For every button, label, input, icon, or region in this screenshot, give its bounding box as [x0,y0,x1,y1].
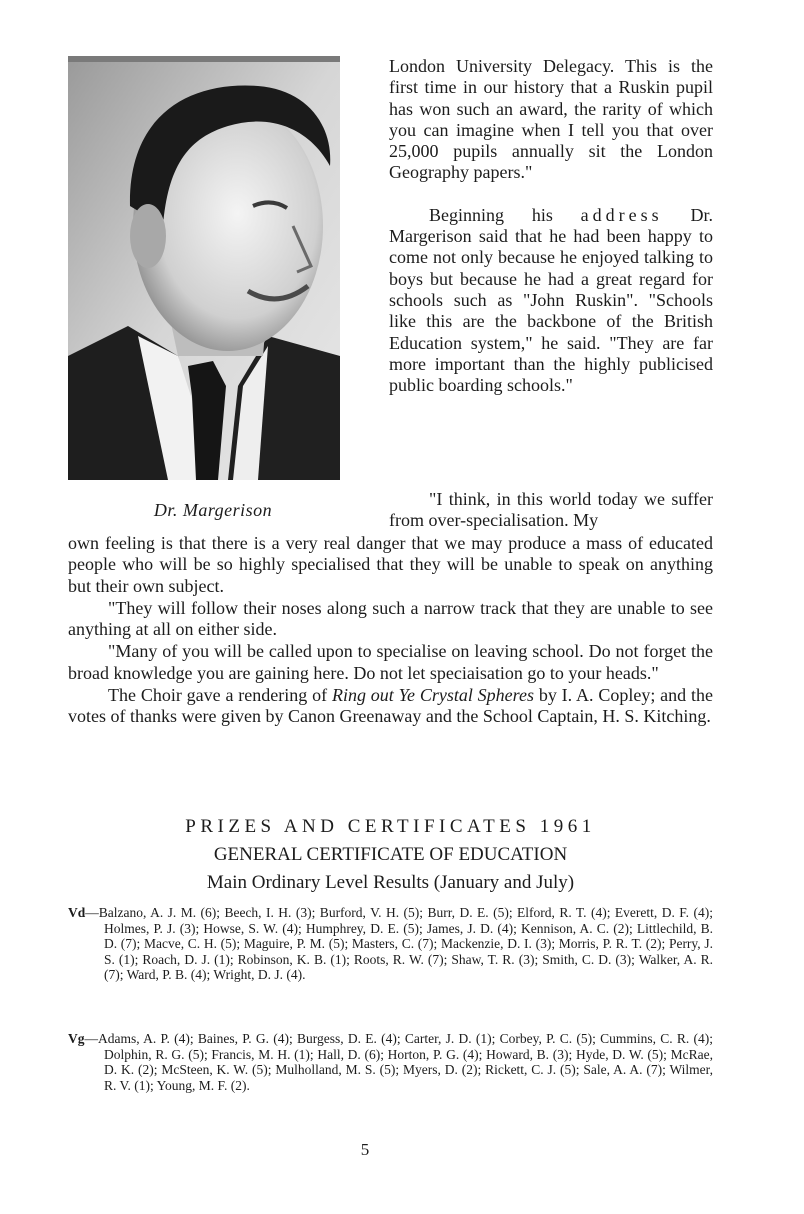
paragraph-specialise: "Many of you will be called upon to specialise on leaving school. Do not forget the broad knowledge you are gaining here. Do not let speciaisation go to your heads." [68,641,713,683]
results-list-vd [68,905,713,983]
paragraph-beginning: Beginning his address Dr. Margerison said that he had been happy to come not only because he enjoyed talking to boys but because he had a great regard for schools such as "John Ruskin". "Schools like this are the backbone of the British Education system," he said. "They are far more important than the highly publicised public boarding schools." [389,204,713,396]
portrait-image [68,56,340,480]
portrait-photo [68,56,340,480]
list-item: Vg—Adams, A. P. (4); Baines, P. G. (4); Burgess, D. E. (4); Carter, J. D. (1); Corbey, P. C. (5); Cummins, C. R. (4); Dolphin, R. G. (5); Francis, M. H. (1); Hall, D. (6); Horton, P. G. (4); Howard, B. (3); Hyde, D. W. (5); McRae, D. K. (2); McSteen, K. W. (5); Mulholland, M. S. (5); Myers, D. (2); Rickett, C. J. (5); Sale, A. A. (7); Wilmer, R. V. (1); Young, M. F. (2). [68,1031,713,1093]
prizes-heading: PRIZES AND CERTIFICATES 1961 [185,816,596,837]
paragraph-noses: "They will follow their noses along such a narrow track that they are unable to see anything at all on either side. [68,597,713,640]
paragraph-delegacy: London University Delegacy. This is the first time in our history that a Ruskin pupil has won such an award, the rarity of which you can imagine when I tell you that over 25,000 pupils annually sit the London Geography papers." [389,56,713,183]
right-column-text [389,56,713,396]
paragraph-specialisation-cont: own feeling is that there is a very real danger that we may produce a mass of educated people who will be so highly specialised that they will be unable to speak on anything but their own subject. [68,533,713,596]
results-subtitle: Main Ordinary Level Results (January and July) [206,872,575,893]
results-list-vg [68,1031,713,1093]
photo-caption: Dr. Margerison [153,500,273,520]
paragraph-specialisation-start: "I think, in this world today we suffer from over-specialisation. My [389,489,713,531]
page-number: 5 [360,1140,370,1159]
paragraph-choir: The Choir gave a rendering of Ring out Ye Crystal Spheres by I. A. Copley; and the votes of thanks were given by Canon Greenaway and the School Captain, H. S. Kitching. [68,685,713,727]
list-item: Vd—Balzano, A. J. M. (6); Beech, I. H. (3); Burford, V. H. (5); Burr, D. E. (5); Elford, R. T. (4); Everett, D. F. (4); Holmes, P. J. (3); Howse, S. W. (4); Humphrey, D. E. (5); James, J. D. (4); Kennison, A. C. (2); Littlechild, B. D. (7); Macve, C. H. (5); Maguire, P. M. (5); Masters, C. (7); Mackenzie, D. I. (3); Morris, P. R. T. (2); Perry, J. S. (1); Roach, D. J. (1); Robinson, K. B. (1); Roots, R. W. (7); Shaw, T. R. (3); Smith, C. D. (3); Walker, A. R. (7); Ward, P. B. (4); Wright, D. J. (4). [68,905,713,983]
gce-heading: GENERAL CERTIFICATE OF EDUCATION [213,844,568,865]
body-text [68,533,713,728]
